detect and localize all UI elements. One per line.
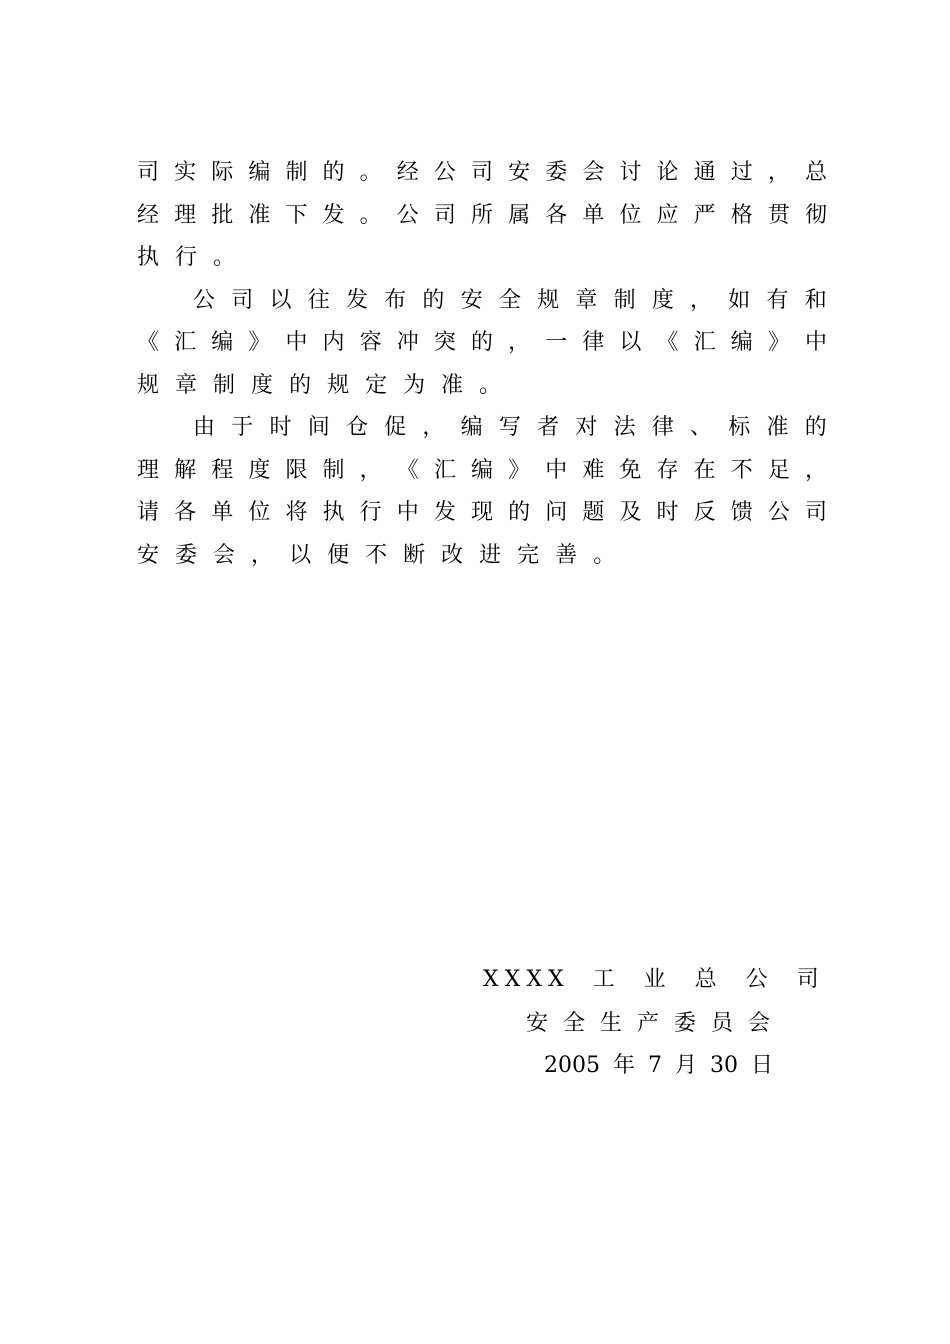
text-char: 《 xyxy=(656,330,679,355)
text-char: 标 xyxy=(728,415,751,440)
text-char: 冲 xyxy=(396,330,419,355)
text-char: 位 xyxy=(248,500,271,525)
text-char: 容 xyxy=(359,330,382,355)
text-char: 公 xyxy=(193,287,216,313)
text-char: 进 xyxy=(479,542,502,568)
text-char: 。 xyxy=(479,372,502,398)
text-char: 执 xyxy=(137,245,160,270)
text-char: 安 xyxy=(137,542,160,568)
text-char: 行 xyxy=(359,500,382,525)
text-char: ， xyxy=(767,160,790,185)
text-char: 限 xyxy=(285,457,308,483)
text-char: 。 xyxy=(213,245,236,270)
text-char: 对 xyxy=(575,415,598,440)
text-char: ， xyxy=(804,457,827,483)
text-char: 行 xyxy=(175,245,198,270)
text-line xyxy=(137,280,827,323)
text-char: 安 xyxy=(460,287,483,313)
text-char: 论 xyxy=(656,160,679,185)
text-char: 及 xyxy=(619,500,642,525)
text-char: 各 xyxy=(545,202,568,228)
text-char: 中 xyxy=(285,330,308,355)
text-char: 理 xyxy=(174,202,197,228)
text-char: 安 xyxy=(508,160,531,185)
text-char: 以 xyxy=(269,287,292,313)
text-char: 讨 xyxy=(619,160,642,185)
text-char: 所 xyxy=(470,202,493,228)
text-char: 编 xyxy=(211,330,234,355)
text-char: 会 xyxy=(582,160,605,185)
text-line xyxy=(137,195,827,238)
text-char: 不 xyxy=(730,457,753,483)
text-char: 度 xyxy=(251,372,274,398)
text-char: 汇 xyxy=(433,457,456,483)
text-char: 定 xyxy=(365,372,388,398)
text-line xyxy=(137,407,827,450)
text-char: 规 xyxy=(537,287,560,313)
text-char: 准 xyxy=(766,415,789,440)
text-char: 会 xyxy=(213,542,236,568)
text-char: 反 xyxy=(693,500,716,525)
text-char: 程 xyxy=(211,457,234,483)
text-line xyxy=(137,535,827,578)
text-char: 题 xyxy=(582,500,605,525)
text-char: ， xyxy=(508,330,531,355)
text-char: 经 xyxy=(396,160,419,185)
text-char: 编 xyxy=(470,457,493,483)
text-char: 促 xyxy=(384,415,407,440)
text-char: 公 xyxy=(767,500,790,525)
text-char: 善 xyxy=(555,542,578,568)
text-char: 章 xyxy=(175,372,198,398)
text-char: 发 xyxy=(322,202,345,228)
text-char: 时 xyxy=(656,500,679,525)
text-char: 经 xyxy=(137,202,160,228)
text-char: 内 xyxy=(322,330,345,355)
text-char: 律 xyxy=(651,415,674,440)
text-char: 请 xyxy=(137,500,160,525)
text-char: 严 xyxy=(693,202,716,228)
text-char: 汇 xyxy=(174,330,197,355)
text-char: 制 xyxy=(322,457,345,483)
text-char: 通 xyxy=(693,160,716,185)
text-char: 度 xyxy=(248,457,271,483)
text-line xyxy=(137,492,827,535)
text-char: 单 xyxy=(211,500,234,525)
text-char: 问 xyxy=(545,500,568,525)
text-char: 于 xyxy=(231,415,254,440)
text-char: 和 xyxy=(804,287,827,313)
text-char: 实 xyxy=(174,160,197,185)
text-char: 规 xyxy=(327,372,350,398)
text-char: 》 xyxy=(767,330,790,355)
text-char: 章 xyxy=(575,287,598,313)
text-char: 存 xyxy=(656,457,679,483)
text-char: 下 xyxy=(285,202,308,228)
text-char: ， xyxy=(690,287,713,313)
text-char: 间 xyxy=(307,415,330,440)
text-char: 《 xyxy=(396,457,419,483)
text-char: 仓 xyxy=(345,415,368,440)
text-char: 如 xyxy=(728,287,751,313)
text-line xyxy=(137,152,827,195)
text-char: 往 xyxy=(307,287,330,313)
text-char: 中 xyxy=(545,457,568,483)
text-char: 度 xyxy=(651,287,674,313)
text-char: 汇 xyxy=(693,330,716,355)
text-char: 者 xyxy=(537,415,560,440)
text-char: 制 xyxy=(213,372,236,398)
text-char: 以 xyxy=(289,542,312,568)
text-char: ， xyxy=(359,457,382,483)
text-char: 不 xyxy=(365,542,388,568)
text-char: 中 xyxy=(804,330,827,355)
text-char: 编 xyxy=(730,330,753,355)
text-char: 写 xyxy=(498,415,521,440)
text-char: 批 xyxy=(211,202,234,228)
text-char: 的 xyxy=(508,500,531,525)
text-char: 在 xyxy=(693,457,716,483)
text-char: 司 xyxy=(804,500,827,525)
text-char: 中 xyxy=(396,500,419,525)
text-char: 、 xyxy=(690,415,713,440)
body-text xyxy=(137,152,827,577)
text-char: 格 xyxy=(730,202,753,228)
text-char: 突 xyxy=(433,330,456,355)
text-char: 公 xyxy=(396,202,419,228)
text-char: 总 xyxy=(804,160,827,185)
text-line xyxy=(137,237,827,280)
text-char: ， xyxy=(422,415,445,440)
text-char: 委 xyxy=(175,542,198,568)
text-char: 司 xyxy=(231,287,254,313)
text-char: 各 xyxy=(174,500,197,525)
text-char: 制 xyxy=(613,287,636,313)
text-char: 彻 xyxy=(804,202,827,228)
text-char: 《 xyxy=(137,330,160,355)
text-char: 单 xyxy=(582,202,605,228)
text-line xyxy=(137,322,827,365)
text-char: 应 xyxy=(656,202,679,228)
text-char: 馈 xyxy=(730,500,753,525)
signature-committee: 安全生产委员会 xyxy=(526,1011,786,1036)
text-char: 全 xyxy=(498,287,521,313)
text-char: 。 xyxy=(359,160,382,185)
text-char: 际 xyxy=(211,160,234,185)
text-char: 准 xyxy=(248,202,271,228)
text-char: 有 xyxy=(766,287,789,313)
text-char: 的 xyxy=(422,287,445,313)
text-char: 现 xyxy=(470,500,493,525)
text-line xyxy=(137,450,827,493)
text-char: 委 xyxy=(545,160,568,185)
text-char: 公 xyxy=(433,160,456,185)
text-char: 完 xyxy=(517,542,540,568)
text-char: 一 xyxy=(545,330,568,355)
text-char: 》 xyxy=(508,457,531,483)
text-char: 断 xyxy=(403,542,426,568)
text-char: 司 xyxy=(137,160,160,185)
signature-date: 2005 年 7 月 30 日 xyxy=(544,1053,773,1078)
text-char: 过 xyxy=(730,160,753,185)
text-char: 》 xyxy=(248,330,271,355)
text-char: 理 xyxy=(137,457,160,483)
text-char: 律 xyxy=(582,330,605,355)
text-char: 的 xyxy=(470,330,493,355)
text-char: ， xyxy=(251,542,274,568)
text-char: 为 xyxy=(403,372,426,398)
text-char: 由 xyxy=(193,415,216,440)
text-char: 制 xyxy=(285,160,308,185)
text-char: 准 xyxy=(441,372,464,398)
text-char: 编 xyxy=(248,160,271,185)
text-char: 以 xyxy=(619,330,642,355)
text-char: 的 xyxy=(804,415,827,440)
text-char: 时 xyxy=(269,415,292,440)
text-char: 发 xyxy=(433,500,456,525)
text-char: 司 xyxy=(470,160,493,185)
text-char: 司 xyxy=(433,202,456,228)
text-char: 解 xyxy=(174,457,197,483)
signature-organization: XXXX 工 业 总 公 司 xyxy=(483,967,825,992)
text-char: 发 xyxy=(345,287,368,313)
text-char: 免 xyxy=(619,457,642,483)
text-char: 。 xyxy=(593,542,616,568)
text-char: 改 xyxy=(441,542,464,568)
text-char: 将 xyxy=(285,500,308,525)
text-char: 编 xyxy=(460,415,483,440)
text-char: 位 xyxy=(619,202,642,228)
text-char: 的 xyxy=(322,160,345,185)
text-char: 贯 xyxy=(767,202,790,228)
text-char: 布 xyxy=(384,287,407,313)
text-char: 。 xyxy=(359,202,382,228)
text-char: 难 xyxy=(582,457,605,483)
text-char: 属 xyxy=(508,202,531,228)
text-char: 规 xyxy=(137,372,160,398)
text-char: 执 xyxy=(322,500,345,525)
text-char: 足 xyxy=(767,457,790,483)
text-char: 的 xyxy=(289,372,312,398)
text-line xyxy=(137,365,827,408)
text-char: 法 xyxy=(613,415,636,440)
text-char: 便 xyxy=(327,542,350,568)
